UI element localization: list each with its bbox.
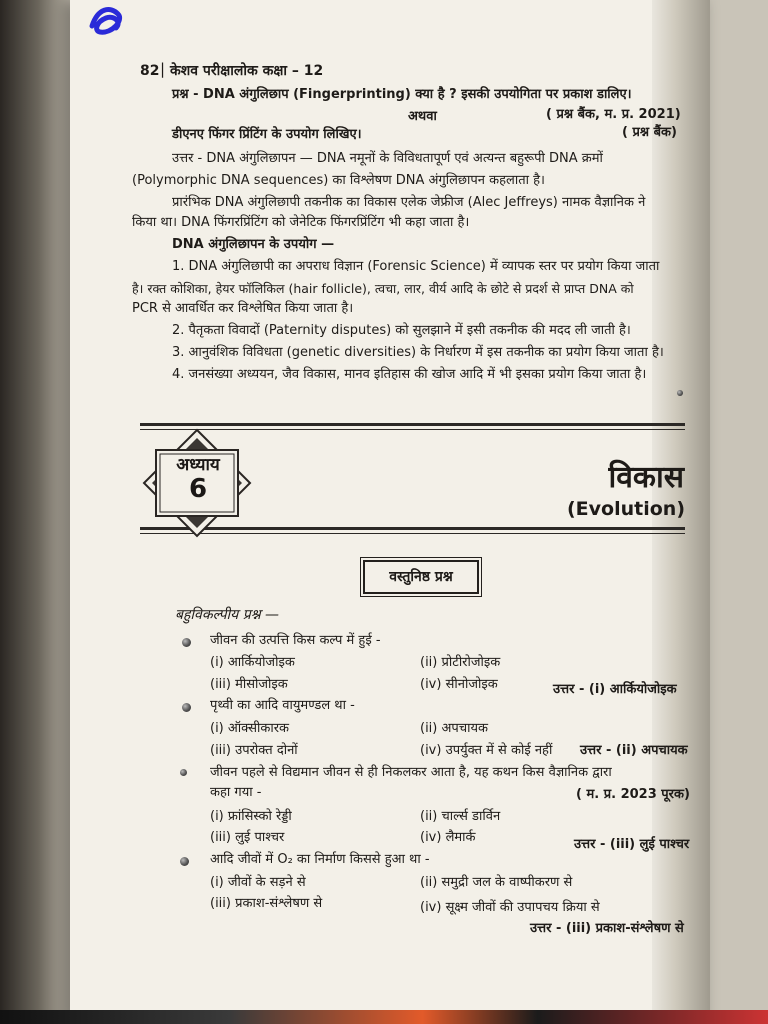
use-item: 1. DNA अंगुलिछापी का अपराध विज्ञान (Forensic Science) में व्यापक स्तर पर प्रयोग किया जाता [172,259,660,274]
section-title: वस्तुनिष्ठ प्रश्न [363,560,479,594]
use-item: 4. जनसंख्या अध्ययन, जैव विकास, मानव इतिहास की खोज आदि में भी इसका प्रयोग किया जाता है। [172,367,647,382]
mcq-option: (ii) प्रोटीरोजोइक [420,655,501,670]
page-number: 82 [140,63,160,79]
mcq-option: (i) फ्रांसिस्को रेड्डी [210,809,292,824]
chapter-number: 6 [188,474,208,504]
bullet-icon [180,857,189,866]
bottom-page-edge [0,1010,768,1024]
book-title: केशव परीक्षालोक कक्षा – 12 [170,63,324,79]
question-source-alt: ( प्रश्न बैंक) [622,125,677,140]
use-item: 2. पैतृकता विवादों (Paternity disputes) को सुलझाने में इसी तकनीक की मदद ली जाती है। [172,323,631,338]
chapter-rule-top [140,423,685,426]
question-source: ( प्रश्न बैंक, म. प्र. 2021) [546,107,681,122]
use-item-cont: है। रक्त कोशिका, हेयर फॉलिकिल (hair follicle), त्वचा, लार, वीर्य आदि के छोटे से प्रदर्श से प्राप्त DNA को [132,281,634,296]
header-divider: | [160,60,166,78]
mcq-answer: उत्तर - (iii) लुई पाश्चर [574,837,690,852]
mcq-option: (iii) मीसोजोइक [210,677,288,692]
mcq-option: (ii) समुद्री जल के वाष्पीकरण से [420,875,573,890]
bullet-icon [182,703,191,712]
use-item: 3. आनुवंशिक विविधता (genetic diversities) के निर्धारण में इस तकनीक का प्रयोग किया जाता है। [172,345,664,360]
chapter-label: अध्याय [176,455,220,475]
question-text-alt: डीएनए फिंगर प्रिंटिंग के उपयोग लिखिए। [172,127,362,142]
ink-scribble [88,4,128,40]
answer-line: प्रारंभिक DNA अंगुलिछापी तकनीक का विकास एलेक जेफ्रीज (Alec Jeffreys) नामक वैज्ञानिक ने [172,195,646,210]
mcq-heading: बहुविकल्पीय प्रश्न — [175,607,280,623]
mcq-option: (i) आर्कियोजोइक [210,655,295,670]
or-separator: अथवा [408,109,437,124]
mcq-answer: उत्तर - (ii) अपचायक [580,743,688,758]
mcq-question: पृथ्वी का आदि वायुमण्डल था - [210,698,355,713]
uses-heading: DNA अंगुलिछापन के उपयोग — [172,237,335,252]
chapter-title-hindi: विकास [608,460,684,495]
mcq-answer: उत्तर - (i) आर्कियोजोइक [553,682,677,697]
mcq-option: (ii) चार्ल्स डार्विन [420,809,501,824]
mcq-option: (i) ऑक्सीकारक [210,721,290,736]
question-source: ( म. प्र. 2023 पूरक) [576,787,690,802]
mcq-option: (iv) लैमार्क [420,830,476,845]
mcq-option: (iv) सीनोजोइक [420,677,498,692]
answer-line: किया था। DNA फिंगरप्रिंटिंग को जेनेटिक फिंगरप्रिंटिंग भी कहा जाता है। [132,215,470,230]
mcq-question-cont: कहा गया - [210,785,262,800]
answer-line: उत्तर - DNA अंगुलिछापन — DNA नमूनों के विविधतापूर्ण एवं अत्यन्त बहुरूपी DNA क्रमों [172,151,603,166]
mcq-option: (iv) सूक्ष्म जीवों की उपापचय क्रिया से [420,900,600,915]
mcq-question: जीवन पहले से विद्यमान जीवन से ही निकलकर आता है, यह कथन किस वैज्ञानिक द्वारा [210,765,612,780]
mcq-question: जीवन की उत्पत्ति किस कल्प में हुई - [210,633,381,648]
bullet-icon [182,638,191,647]
use-item-cont: PCR से आवर्धित कर विश्लेषित किया जाता है। [132,301,354,316]
mcq-question: आदि जीवों में O₂ का निर्माण किससे हुआ था - [210,852,430,867]
book-spine [0,0,70,1024]
mcq-option: (iv) उपर्युक्त में से कोई नहीं [420,743,553,758]
mcq-option: (iii) प्रकाश-संश्लेषण से [210,896,323,911]
mcq-option: (ii) अपचायक [420,721,488,736]
mcq-answer: उत्तर - (iii) प्रकाश-संश्लेषण से [530,921,684,936]
question-text: प्रश्न - DNA अंगुलिछाप (Fingerprinting) क्या है ? इसकी उपयोगिता पर प्रकाश डालिए। [172,87,632,102]
mcq-option: (i) जीवों के सड़ने से [210,875,306,890]
bullet-icon [180,769,187,776]
chapter-title-english: (Evolution) [567,498,685,520]
answer-line: (Polymorphic DNA sequences) का विश्लेषण DNA अंगुलिछापन कहलाता है। [132,173,545,188]
mcq-option: (iii) उपरोक्त दोनों [210,743,298,758]
mcq-option: (iii) लुई पाश्चर [210,830,285,845]
dot-mark [677,390,683,396]
